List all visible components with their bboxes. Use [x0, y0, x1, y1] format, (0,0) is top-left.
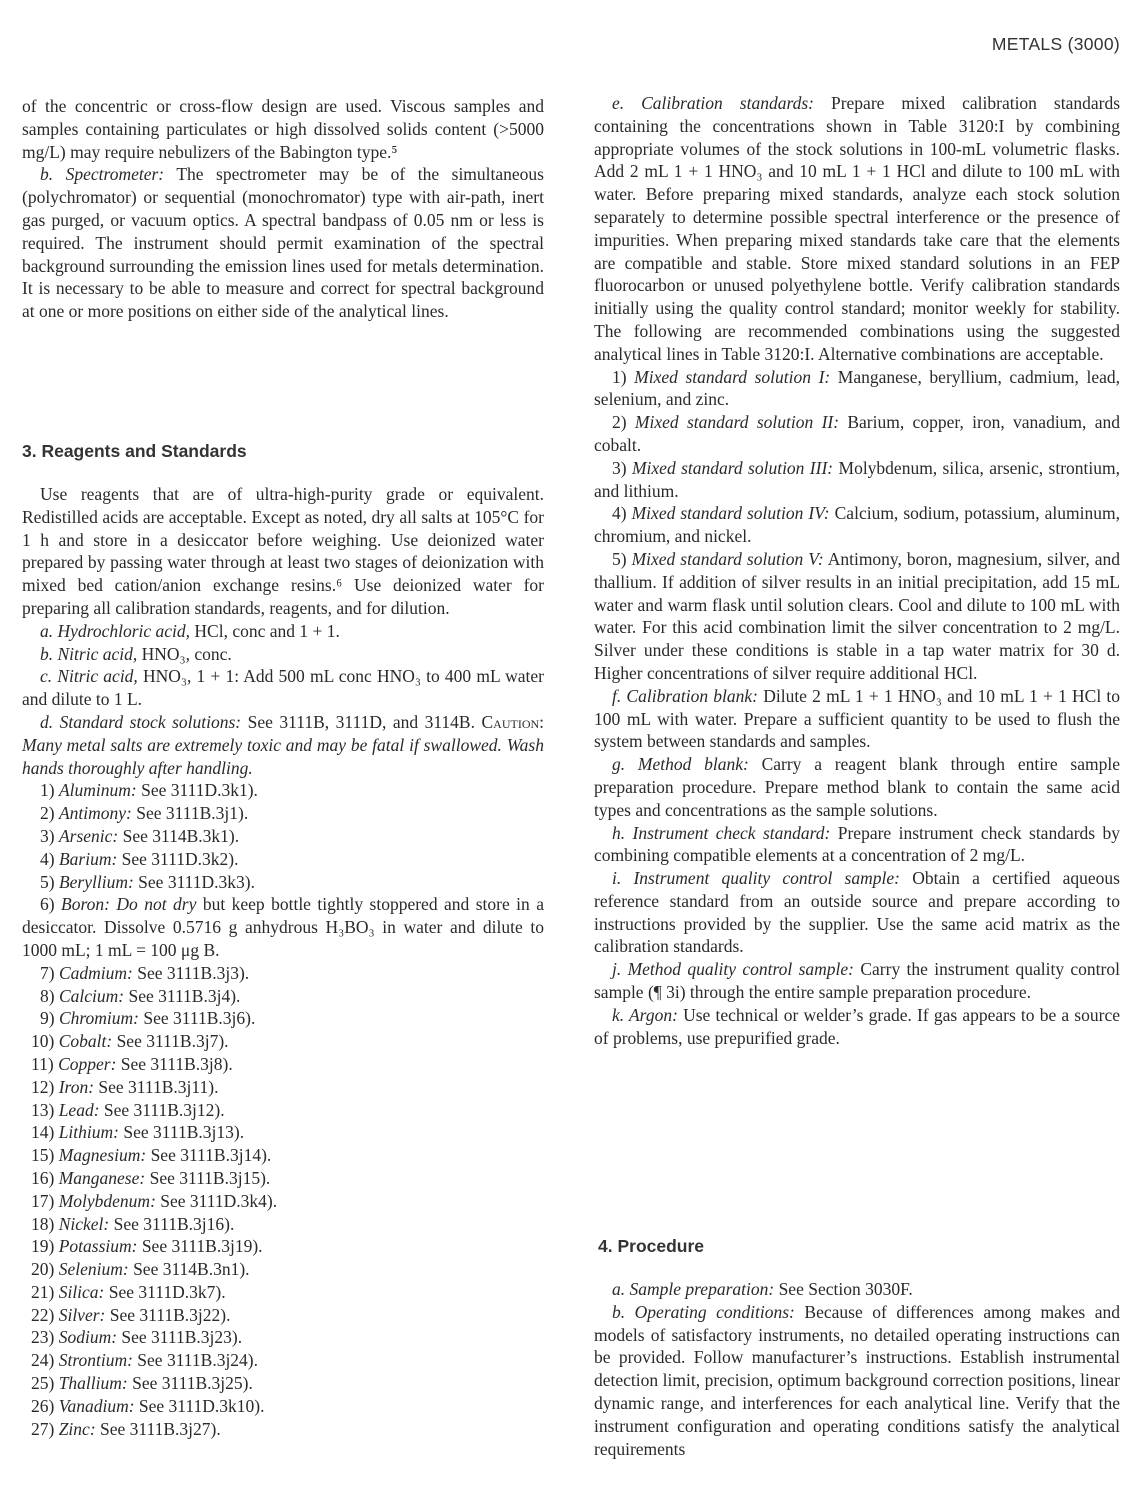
item-a: [22, 620, 544, 643]
list-item-boron: 6) Boron: Do not dry but keep bottle tightly stoppered and store in a desiccator. Dissolve 0.5716 g anhydrous H₃BO₃ in water and dilute to 1000 mL; 1 mL = 100 μg B.: [22, 894, 545, 960]
list-item: 20) Selenium: See 3114B.3n1).: [31, 1259, 250, 1280]
item-f: f. Calibration blank: Dilute 2 mL 1 + 1 HNO₃ and 10 mL 1 + 1 HCl to 100 mL with water. Prepare a sufficient quantity to be used to flush the system between standards and samples.: [594, 685, 1120, 752]
list-item: 21) Silica: See 3111D.3k7).: [31, 1281, 226, 1302]
list-item: 15) Magnesium: See 3111B.3j14).: [31, 1145, 272, 1166]
stock-list-1: [22, 779, 544, 893]
list-item: 12) Iron: See 3111B.3j11).: [31, 1076, 219, 1097]
label: a. Hydrochloric acid,: [40, 620, 191, 641]
list-item: 9) Chromium: See 3111B.3j6).: [40, 1008, 256, 1029]
item-b: [22, 643, 544, 666]
stock-list-2: [22, 962, 544, 1441]
text: HNO₃, conc.: [137, 643, 232, 664]
list-item: 16) Manganese: See 3111B.3j15).: [31, 1167, 271, 1188]
list-item: 1) Aluminum: See 3111D.3k1).: [40, 780, 258, 801]
section-title-procedure: 4. Procedure: [598, 1236, 705, 1256]
list-item: 27) Zinc: See 3111B.3j27).: [31, 1418, 221, 1439]
list-item: 10) Cobalt: See 3111B.3j7).: [31, 1031, 229, 1052]
text: The spectrometer may be of the simultaneous (polychromator) or sequential (monochromator) type with air-path, inert gas purged, or vacuum optics. A spectral bandpass of 0.05 nm or less is required. The instrument should permit examination of the spectral background surrounding the emission lines used for metals determination. It is necessary to be able to measure and correct for spectral background at one or more positions on either side of the analytical lines.: [22, 164, 544, 322]
list-item: 23) Sodium: See 3111B.3j23).: [31, 1327, 243, 1348]
mixed-item: 2) Mixed standard solution II: Barium, copper, iron, vanadium, and cobalt.: [594, 412, 1121, 455]
mixed-item: 4) Mixed standard solution IV: Calcium, sodium, potassium, aluminum, chromium, and nickel.: [594, 503, 1120, 547]
section-title-reagents: 3. Reagents and Standards: [22, 441, 247, 461]
list-item: 8) Calcium: See 3111B.3j4).: [40, 985, 241, 1006]
list-item: 3) Arsenic: See 3114B.3k1).: [40, 825, 240, 846]
list-item: 13) Lead: See 3111B.3j12).: [31, 1099, 225, 1120]
list-item: 24) Strontium: See 3111B.3j24).: [31, 1350, 259, 1371]
procedure-a: a. Sample preparation: See Section 3030F.: [612, 1279, 913, 1299]
mixed-item: 3) Mixed standard solution III: Molybdenum, silica, arsenic, strontium, and lithium.: [594, 457, 1121, 501]
label: e. Calibration standards:: [612, 93, 814, 113]
item-j: j. Method quality control sample: Carry the instrument quality control sample (¶ 3i) through the entire sample preparation procedure.: [594, 959, 1120, 1003]
paragraph-spectrometer: [22, 163, 544, 323]
list-item: 19) Potassium: See 3111B.3j19).: [31, 1236, 263, 1257]
list-item: 7) Cadmium: See 3111B.3j3).: [40, 962, 250, 983]
label: d. Standard stock solutions:: [40, 711, 242, 732]
item-d: [22, 711, 544, 779]
paragraph-nebulizer: of the concentric or cross-flow design are used. Viscous samples and samples containing particulates or high dissolved solids content (>5000 mg/L) may require nebulizers of the Babington type.⁵: [22, 96, 544, 162]
caution-text: Many metal salts are extremely toxic and may be fatal if swallowed. Wash hands thoroughly after handling.: [22, 734, 544, 778]
list-item: 26) Vanadium: See 3111D.3k10).: [31, 1395, 265, 1416]
list-item: 17) Molybdenum: See 3111D.3k4).: [31, 1190, 278, 1211]
page-header: METALS (3000): [991, 34, 1120, 54]
caution-label: Caution:: [481, 711, 545, 732]
text: See 3111B, 3111D, and 3114B.: [241, 711, 475, 732]
paragraph-reagents-intro: Use reagents that are of ultra-high-purity grade or equivalent. Redistilled acids are acceptable. Except as noted, dry all salts at 105°C for 1 h and store in a desiccator before weighing. Use deionized water prepared by passing water through at least two stages of deionization with mixed bed cation/anion exchange resins.⁶ Use deionized water for preparing all calibration standards, reagents, and for dilution.: [22, 484, 544, 618]
list-item: 11) Copper: See 3111B.3j8).: [31, 1053, 233, 1074]
text: HCl, conc and 1 + 1.: [190, 620, 340, 641]
list-item: 22) Silver: See 3111B.3j22).: [31, 1304, 231, 1325]
item-k: k. Argon: Use technical or welder’s grade. If gas appears to be a source of problems, use prepurified grade.: [594, 1004, 1120, 1048]
item-c: [22, 665, 544, 711]
left-column-top: [22, 95, 544, 323]
label: b. Spectrometer:: [40, 164, 165, 185]
right-column: [594, 92, 1120, 1049]
procedure-b: b. Operating conditions: Because of differences among makes and models of satisfactory instruments, no detailed operating instructions can be provided. Follow manufacturer’s instructions. Establish instrumental detection limit, precision, optimum background correction positions, linear dynamic range, and interferences for each analytical line. Verify that the instrument configuration and operating conditions satisfy the analytical requirements: [594, 1301, 1120, 1459]
list-item: 14) Lithium: See 3111B.3j13).: [31, 1122, 245, 1143]
label: c. Nitric acid,: [40, 666, 138, 687]
text: Prepare mixed calibration standards containing the concentrations shown in Table 3120:I by combining appropriate volumes of the stock solutions in 100-mL volumetric flasks. Add 2 mL 1 + 1 HNO₃ and 10 mL 1 + 1 HCl and dilute to 100 mL with water. Before preparing mixed standards, analyze each stock solution separately to determine possible spectral interference or the presence of impurities. When preparing mixed standards take care that the elements are compatible and stable. Store mixed standard solutions in an FEP fluorocarbon or unused polyethylene bottle. Verify calibration standards initially using the quality control standard; monitor weekly for stability. The following are recommended combinations using the suggested analytical lines in Table 3120:I. Alternative combinations are acceptable.: [594, 93, 1121, 364]
label: b. Nitric acid,: [40, 643, 138, 664]
text: HNO₃, 1 + 1: Add 500 mL conc HNO₃ to 400 mL water and dilute to 1 L.: [22, 666, 545, 710]
procedure-block: [594, 1278, 1120, 1460]
mixed-item: 1) Mixed standard solution I: Manganese, beryllium, cadmium, lead, selenium, and zinc.: [594, 366, 1121, 410]
item-e: [594, 92, 1120, 366]
list-item: 2) Antimony: See 3111B.3j1).: [40, 803, 249, 824]
item-h: h. Instrument check standard: Prepare instrument check standards by combining compatible elements at a concentration of 2 mg/L.: [594, 822, 1120, 866]
list-item: 4) Barium: See 3111D.3k2).: [40, 848, 239, 869]
list-item: 5) Beryllium: See 3111D.3k3).: [40, 871, 255, 892]
list-item: 18) Nickel: See 3111B.3j16).: [31, 1213, 235, 1234]
item-i: i. Instrument quality control sample: Obtain a certified aqueous reference standard from an outside source and prepare according to instructions provided by the supplier. Use the same acid matrix as the calibration standards.: [594, 868, 1120, 957]
mixed-item: 5) Mixed standard solution V: Antimony, boron, magnesium, silver, and thallium. If addition of silver results in an initial precipitation, add 15 mL water and warm flask until solution clears. Cool and dilute to 100 mL with water. For this acid combination limit the silver concentration to 2 mg/L. Silver under these conditions is stable in a tap water matrix for 30 d. Higher concentrations of silver require additional HCl.: [594, 548, 1120, 683]
left-column-reagents: [22, 483, 544, 1440]
list-item: 25) Thallium: See 3111B.3j25).: [31, 1373, 253, 1394]
item-g: g. Method blank: Carry a reagent blank through entire sample preparation procedure. Prepare method blank to contain the same acid types and concentrations as the sample solutions.: [594, 754, 1120, 820]
